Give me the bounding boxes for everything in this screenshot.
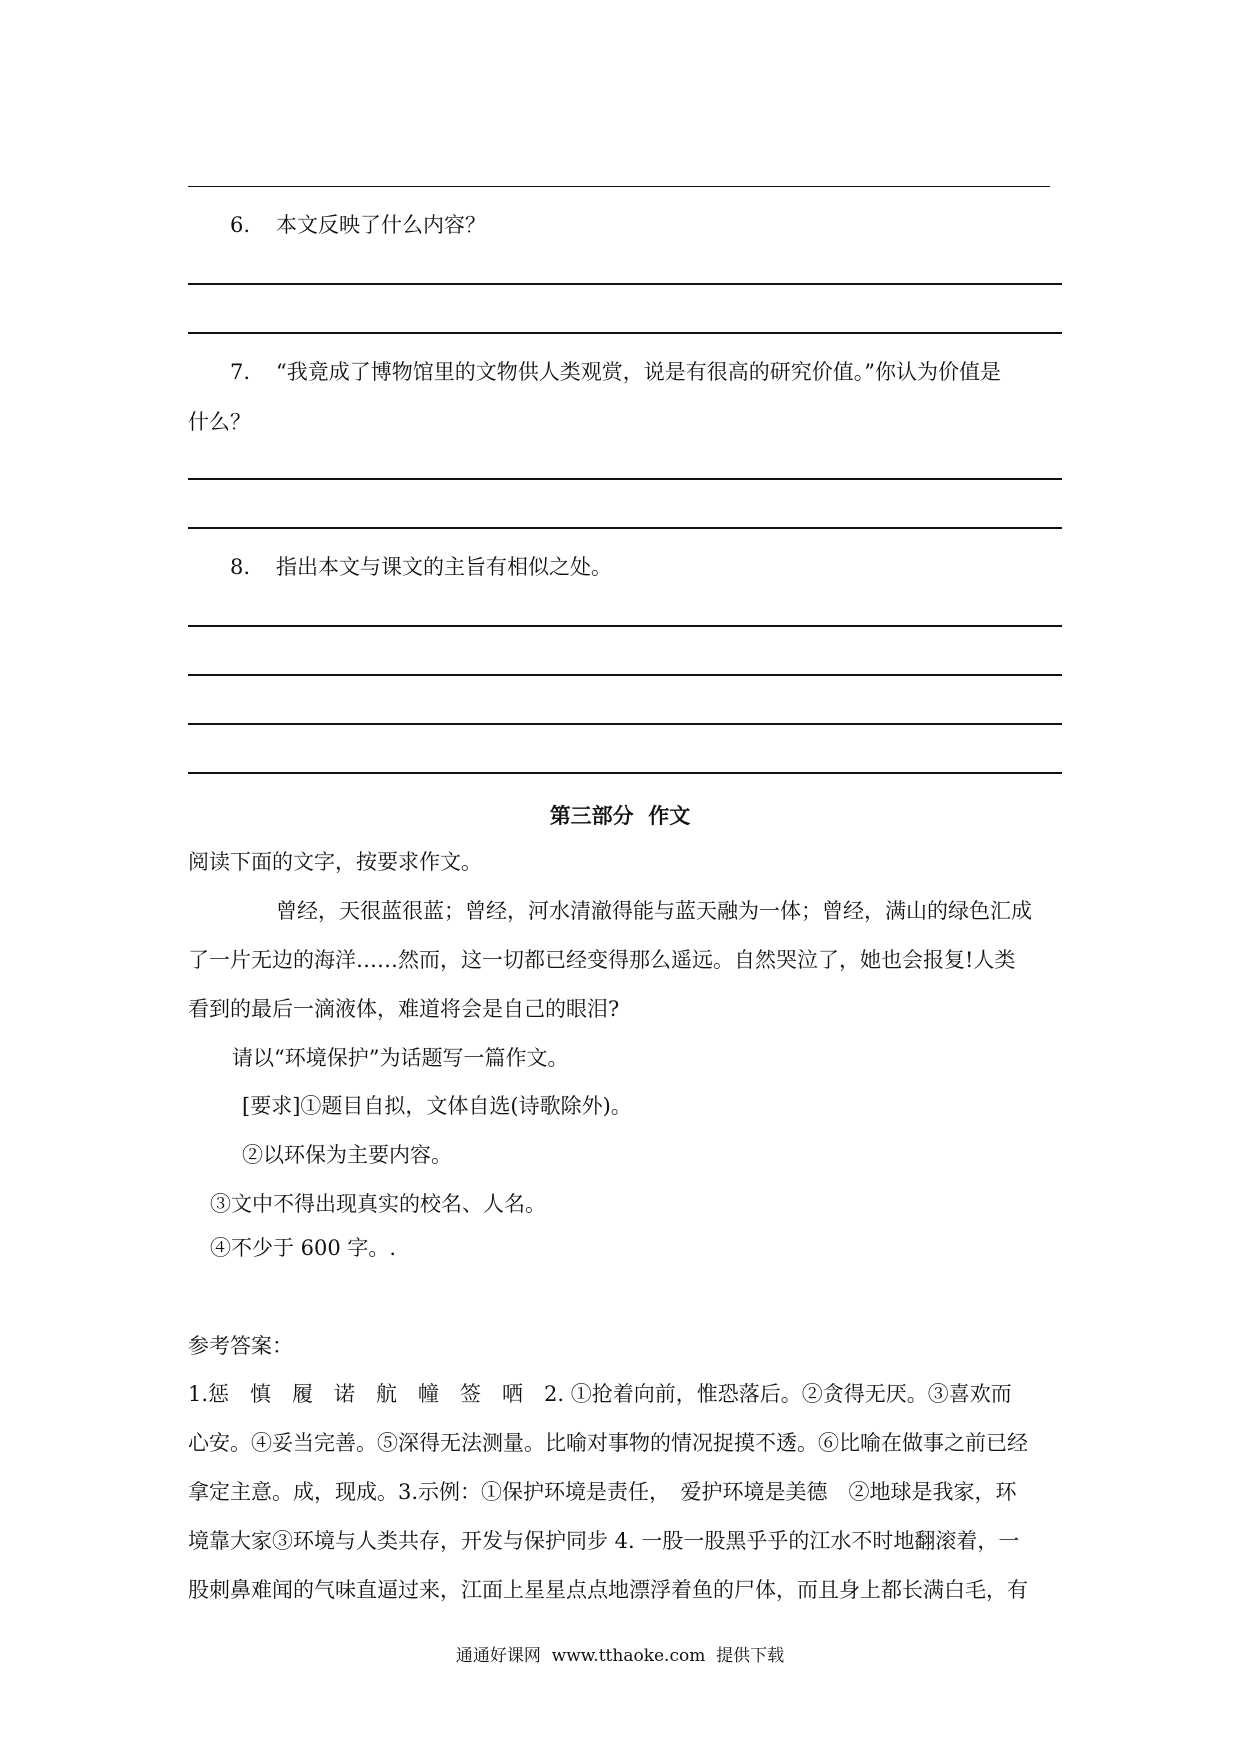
page-footer: 通通好课网 www.tthaoke.com 提供下载	[455, 1646, 785, 1666]
q7-text: “我竟成了博物馆里的文物供人类观赏，说是有很高的研究价值。”你认为价值是	[276, 360, 1001, 384]
requirement-1: [要求]①题目自拟，文体自选(诗歌除外)。	[242, 1094, 632, 1118]
q6-number: 6.	[230, 213, 251, 237]
requirement-2: ②以环保为主要内容。	[242, 1143, 452, 1167]
answer-line: 境靠大家③环境与人类共存，开发与保护同步 4. 一股一股黑乎乎的江水不时地翻滚着，一	[188, 1529, 1020, 1553]
q8-answer-line-1	[188, 625, 1062, 627]
passage-line-1: 曾经，天很蓝很蓝；曾经，河水清澈得能与蓝天融为一体；曾经，满山的绿色汇成	[276, 899, 1032, 923]
q8-answer-line-2	[188, 674, 1062, 676]
passage-line-2: 了一片无边的海洋……然而，这一切都已经变得那么遥远。自然哭泣了，她也会报复!人类	[188, 948, 1016, 972]
q7-answer-line-1	[188, 478, 1062, 480]
answer-line: 心安。④妥当完善。⑤深得无法测量。比喻对事物的情况捉摸不透。⑥比喻在做事之前已经	[188, 1431, 1028, 1455]
requirement-4: ④不少于 600 字。.	[210, 1236, 397, 1260]
answer-line: 拿定主意。成，现成。3.示例：①保护环境是责任， 爱护环境是美德 ②地球是我家，环	[188, 1480, 1017, 1504]
q8-answer-line-4	[188, 772, 1062, 774]
q8-answer-line-3	[188, 723, 1062, 725]
q7-text-continuation: 什么？	[188, 410, 251, 434]
composition-instruction: 阅读下面的文字，按要求作文。	[188, 850, 482, 874]
q7-answer-line-2	[188, 527, 1062, 529]
answer-line: 1.惩 慎 履 诺 航 幢 签 哂 2. ①抢着向前，惟恐落后。②贪得无厌。③喜欢而	[188, 1382, 1012, 1406]
q8-number: 8.	[230, 555, 251, 579]
answer-line-top	[188, 186, 1050, 187]
answers-heading: 参考答案：	[188, 1334, 293, 1358]
q6-answer-line-2	[188, 332, 1062, 334]
requirement-3: ③文中不得出现真实的校名、人名。	[210, 1192, 546, 1216]
composition-prompt: 请以“环境保护”为话题写一篇作文。	[232, 1046, 569, 1070]
q6-answer-line-1	[188, 283, 1062, 285]
section-title: 第三部分 作文	[549, 804, 691, 828]
q6-text: 本文反映了什么内容？	[276, 213, 486, 237]
q8-text: 指出本文与课文的主旨有相似之处。	[276, 555, 612, 579]
passage-line-3: 看到的最后一滴液体，难道将会是自己的眼泪?	[188, 997, 620, 1021]
answer-line: 股刺鼻难闻的气味直逼过来，江面上星星点点地漂浮着鱼的尸体，而且身上都长满白毛，有	[188, 1578, 1028, 1602]
q7-number: 7.	[230, 360, 251, 384]
